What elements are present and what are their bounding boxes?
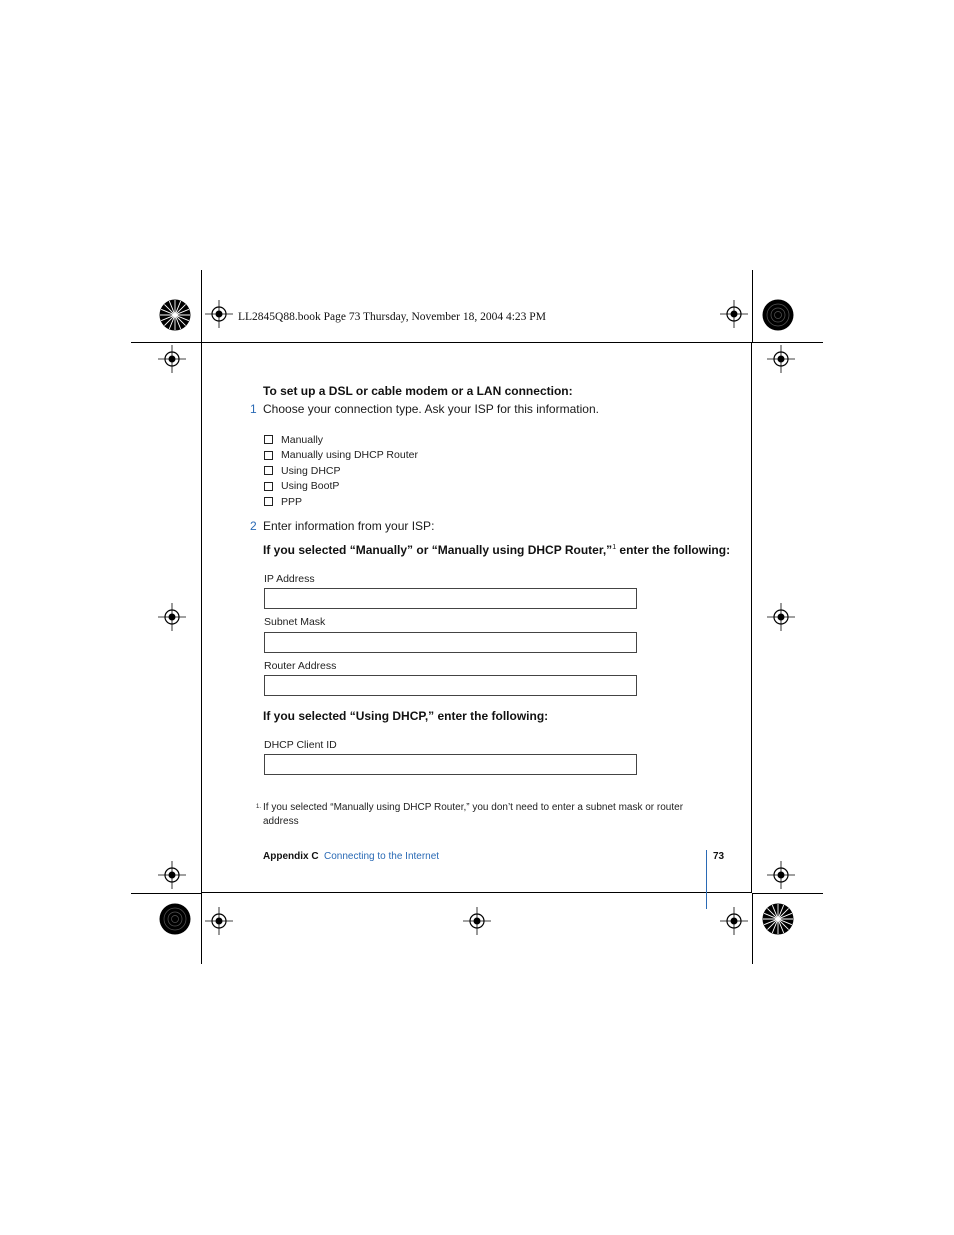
crop-line — [752, 893, 823, 894]
starburst-target-icon — [159, 299, 191, 331]
step-text: Enter information from your ISP: — [263, 519, 435, 533]
subheading-text: If you selected “Manually” or “Manually using DHCP Router,” — [263, 543, 613, 557]
ip-address-label: IP Address — [264, 573, 315, 585]
book-slug: LL2845Q88.book Page 73 Thursday, November 18, 2004 4:23 PM — [238, 311, 546, 323]
registration-mark-icon — [720, 907, 748, 935]
footer-rule — [706, 850, 707, 909]
dhcp-client-id-label: DHCP Client ID — [264, 739, 337, 751]
ip-address-field[interactable] — [264, 588, 637, 609]
step-text: Choose your connection type. Ask your ISP for this information. — [263, 402, 599, 416]
registration-mark-icon — [767, 345, 795, 373]
footnote-ref: 1 — [612, 544, 617, 551]
option-manually[interactable] — [264, 432, 418, 448]
checkbox-icon[interactable] — [264, 482, 273, 491]
checkbox-icon[interactable] — [264, 466, 273, 475]
option-label: PPP — [281, 495, 303, 508]
starburst-target-icon — [762, 299, 794, 331]
step-number: 2 — [250, 519, 257, 533]
page-number: 73 — [713, 851, 725, 862]
footer-chapter: Connecting to the Internet — [324, 851, 440, 862]
registration-mark-icon — [205, 907, 233, 935]
registration-mark-icon — [767, 603, 795, 631]
checkbox-icon[interactable] — [264, 435, 273, 444]
crop-line — [201, 270, 202, 342]
registration-mark-icon — [205, 300, 233, 328]
registration-mark-icon — [158, 861, 186, 889]
starburst-target-icon — [159, 903, 191, 935]
crop-line — [131, 342, 201, 343]
subnet-mask-field[interactable] — [264, 632, 637, 653]
option-label: Using BootP — [281, 480, 340, 493]
registration-mark-icon — [158, 603, 186, 631]
option-label: Manually — [281, 433, 324, 446]
footnote-mark: 1. — [256, 804, 262, 810]
subheading-dhcp: If you selected “Using DHCP,” enter the following: — [263, 709, 549, 723]
crop-line — [752, 270, 753, 342]
registration-mark-icon — [463, 907, 491, 935]
crop-line — [752, 342, 823, 343]
option-using-dhcp[interactable] — [264, 463, 418, 479]
registration-mark-icon — [767, 861, 795, 889]
step-number: 1 — [250, 402, 257, 416]
crop-line — [752, 893, 753, 964]
footnote-text: If you selected “Manually using DHCP Router,” you don’t need to enter a subnet mask or router address — [263, 802, 684, 827]
connection-type-options — [264, 432, 418, 510]
subnet-mask-label: Subnet Mask — [264, 616, 326, 628]
registration-mark-icon — [720, 300, 748, 328]
option-label: Manually using DHCP Router — [281, 449, 418, 462]
subheading-manual — [263, 543, 730, 557]
crop-line — [201, 893, 202, 964]
option-ppp[interactable] — [264, 494, 418, 510]
footnote — [256, 801, 696, 829]
step-2 — [250, 519, 434, 533]
subheading-text: enter the following: — [616, 543, 731, 557]
option-manually-dhcp-router[interactable] — [264, 448, 418, 464]
option-using-bootp[interactable] — [264, 479, 418, 495]
router-address-label: Router Address — [264, 660, 337, 672]
dhcp-client-id-field[interactable] — [264, 754, 637, 775]
footer-section: Appendix C — [263, 851, 319, 862]
section-heading: To set up a DSL or cable modem or a LAN connection: — [263, 384, 573, 398]
crop-line — [131, 893, 201, 894]
router-address-field[interactable] — [264, 675, 637, 696]
step-1 — [250, 402, 599, 416]
checkbox-icon[interactable] — [264, 497, 273, 506]
registration-mark-icon — [158, 345, 186, 373]
option-label: Using DHCP — [281, 464, 341, 477]
starburst-target-icon — [762, 903, 794, 935]
checkbox-icon[interactable] — [264, 451, 273, 460]
